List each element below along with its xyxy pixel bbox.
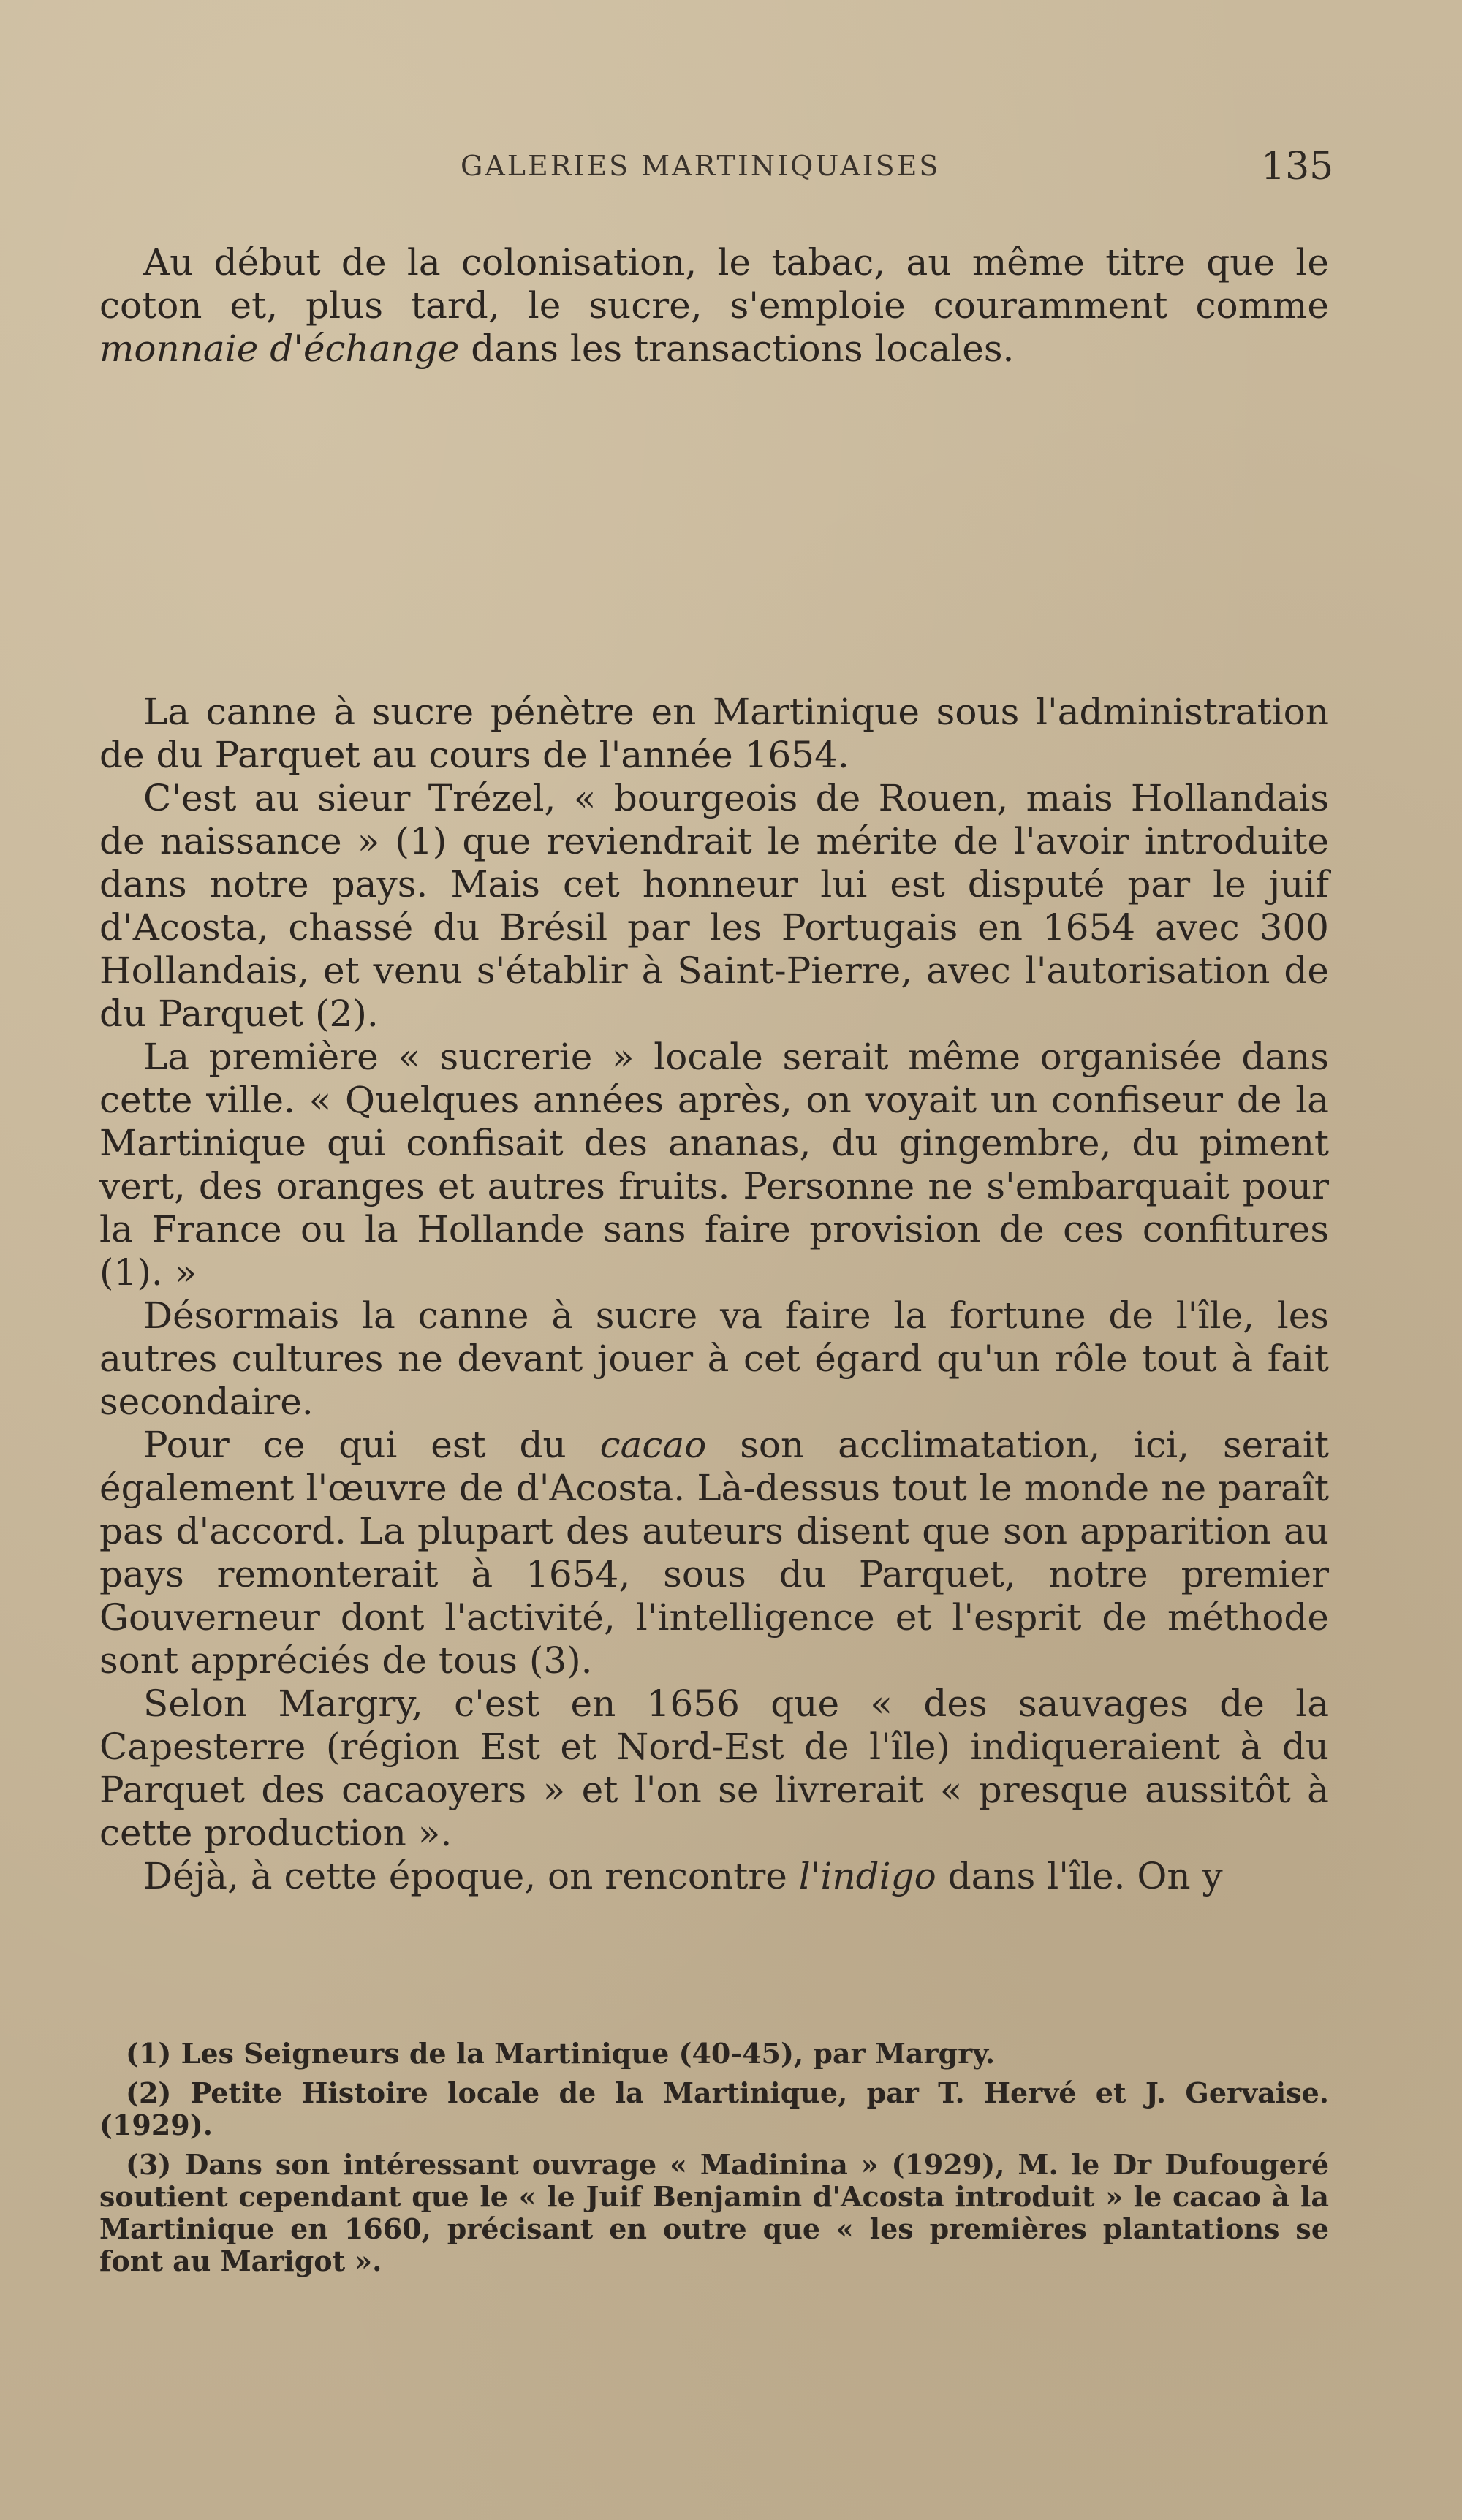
footnote-2: (2) Petite Histoire locale de la Martinique, par T. Hervé et J. Gervaise. (1929). [99, 2076, 1329, 2141]
text-run: Au début de la colonisation, le tabac, au même titre que le coton et, plus tard, le sucre, s'emploie couramment comme [99, 241, 1329, 327]
italic-term: monnaie d'échange [99, 327, 460, 370]
text-run: dans l'île. On y [936, 1855, 1223, 1897]
footnote-1: (1) Les Seigneurs de la Martinique (40-45), par Margry. [126, 2037, 996, 2070]
running-head: GALERIES MARTINIQUAISES [461, 150, 941, 182]
paragraph-trezel: C'est au sieur Trézel, « bourgeois de Rouen, mais Hollandais de naissance » (1) que reviendrait le mérite de l'avoir introduite dans notre pays. Mais cet honneur lui est disputé par le juif d'Acosta, chassé du Brésil par les Portugais en 1654 avec 300 Hollandais, et venu s'établir à Saint-Pierre, avec l'autorisation de du Parquet (2). [99, 777, 1329, 1035]
footnote-3: (3) Dans son intéressant ouvrage « Madinina » (1929), M. le Dr Dufougeré soutient cependant que le « le Juif Benjamin d'Acosta introduit » le cacao à la Martinique en 1660, précisant en outre que « les premières plantations se font au Marigot ». [99, 2148, 1329, 2277]
page-number: 135 [1261, 145, 1334, 189]
section-two [99, 691, 1329, 1898]
paragraph-cacao [99, 1424, 1329, 1682]
paragraph-canne: La canne à sucre pénètre en Martinique sous l'administration de du Parquet au cours de l'année 1654. [99, 691, 1329, 776]
paragraph-sucrerie: La première « sucrerie » locale serait même organisée dans cette ville. « Quelques années après, on voyait un confiseur de la Martinique qui confisait des ananas, du gingembre, du piment vert, des oranges et autres fruits. Personne ne s'embarquait pour la France ou la Hollande sans faire provision de ces confitures (1). » [99, 1036, 1329, 1294]
paragraph-margry: Selon Margry, c'est en 1656 que « des sauvages de la Capesterre (région Est et Nord-Est de l'île) indiqueraient à du Parquet des cacaoyers » et l'on se livrerait « presque aussitôt à cette production ». [99, 1682, 1329, 1854]
italic-term: cacao [599, 1424, 707, 1466]
footnotes [99, 2038, 1329, 2285]
italic-term: l'indigo [798, 1855, 936, 1897]
text-run: son acclimatation, ici, serait également l'œuvre de d'Acosta. Là-dessus tout le monde ne paraît pas d'accord. La plupart des auteurs disent que son apparition au pays remonterait à 1654, sous du Parquet, notre premier Gouverneur dont l'activité, l'intelligence et l'esprit de méthode sont appréciés de tous (3). [99, 1424, 1329, 1682]
section-one [99, 241, 1329, 371]
paragraph-colonisation [99, 241, 1329, 371]
paragraph-fortune: Désormais la canne à sucre va faire la fortune de l'île, les autres cultures ne devant jouer à cet égard qu'un rôle tout à fait secondaire. [99, 1294, 1329, 1423]
text-run: Pour ce qui est du [143, 1424, 600, 1466]
text-run: dans les transactions locales. [459, 327, 1015, 370]
paragraph-indigo [99, 1855, 1329, 1898]
text-run: Déjà, à cette époque, on rencontre [143, 1855, 799, 1897]
